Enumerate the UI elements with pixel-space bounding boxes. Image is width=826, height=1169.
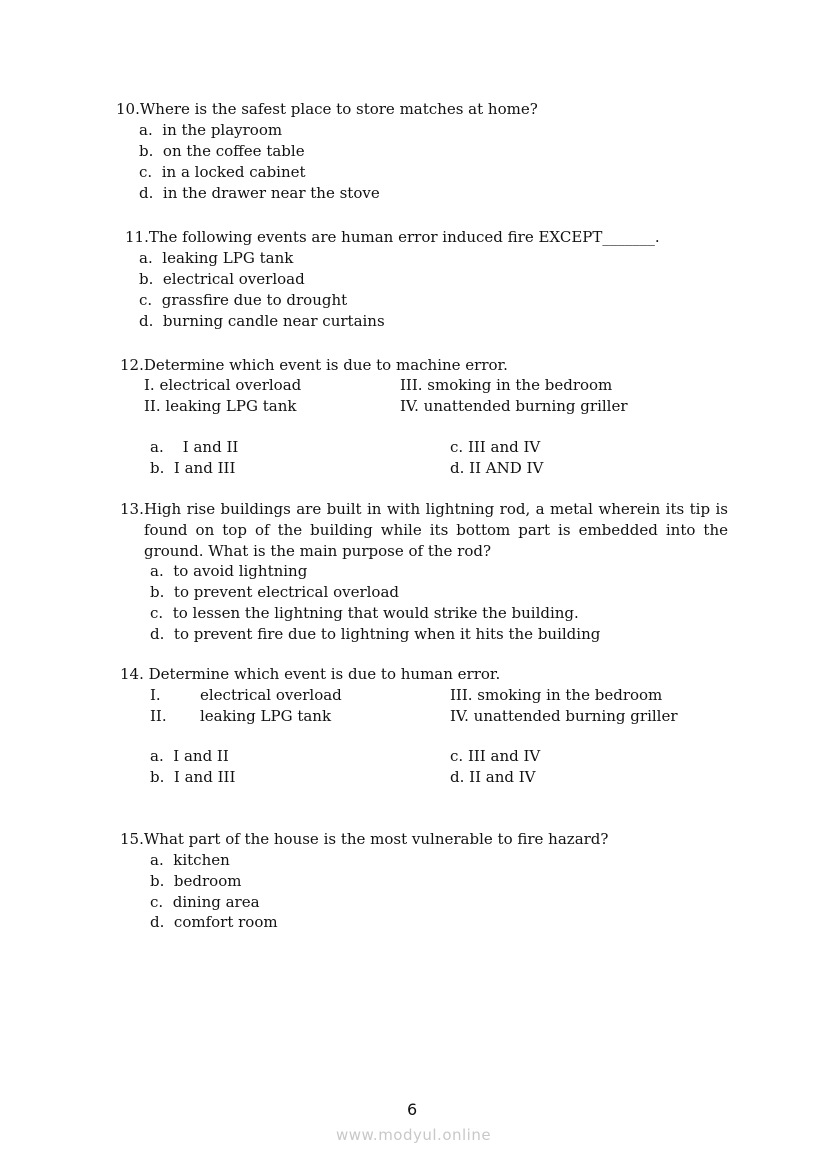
question-number: 12. bbox=[120, 356, 144, 374]
option-c: c. dining area bbox=[150, 893, 260, 911]
question-text: Determine which event is due to machine error. bbox=[143, 356, 508, 374]
option-b: b. electrical overload bbox=[139, 270, 305, 288]
question-14-stem bbox=[120, 664, 500, 684]
item-iv: IV. unattended burning griller bbox=[400, 397, 628, 415]
option-b: b. I and III bbox=[150, 459, 236, 477]
option-c: c. to lessen the lightning that would strike the building. bbox=[150, 604, 579, 622]
option-b: b. on the coffee table bbox=[139, 142, 305, 160]
question-number: 14. bbox=[120, 665, 144, 683]
question-text: The following events are human error induced fire EXCEPT_______. bbox=[148, 228, 660, 246]
item-ii-text: leaking LPG tank bbox=[200, 707, 332, 725]
question-number: 15. bbox=[120, 830, 144, 848]
question-text: Determine which event is due to human error. bbox=[148, 665, 501, 683]
item-i-text: electrical overload bbox=[200, 686, 342, 704]
item-ii-numeral: II. bbox=[150, 707, 167, 725]
option-d: d. in the drawer near the stove bbox=[139, 184, 380, 202]
item-iii: III. smoking in the bedroom bbox=[450, 686, 663, 704]
option-b: b. I and III bbox=[150, 768, 236, 786]
item-iii: III. smoking in the bedroom bbox=[400, 376, 613, 394]
option-a: a. kitchen bbox=[150, 851, 230, 869]
option-c: c. III and IV bbox=[450, 438, 541, 456]
option-d: d. to prevent fire due to lightning when it hits the building bbox=[150, 625, 601, 643]
question-text: High rise buildings are built in with lightning rod, a metal wherein its tip is found on top of the building while its bottom part is embedded into the ground. What is the main purpose of the rod? bbox=[144, 500, 728, 560]
question-10-stem bbox=[116, 99, 538, 119]
watermark: www.modyul.online bbox=[336, 1126, 492, 1144]
option-c: c. III and IV bbox=[450, 747, 541, 765]
option-c: c. grassfire due to drought bbox=[139, 291, 348, 309]
question-text: Where is the safest place to store matches at home? bbox=[139, 100, 538, 118]
question-15-stem bbox=[120, 829, 608, 849]
question-text: What part of the house is the most vulnerable to fire hazard? bbox=[143, 830, 609, 848]
option-a: a. to avoid lightning bbox=[150, 562, 308, 580]
question-number: 13. bbox=[120, 500, 144, 518]
item-iv: IV. unattended burning griller bbox=[450, 707, 678, 725]
option-d: d. burning candle near curtains bbox=[139, 312, 385, 330]
item-i: I. electrical overload bbox=[144, 376, 302, 394]
item-i-numeral: I. bbox=[150, 686, 161, 704]
question-number: 11. bbox=[125, 228, 149, 246]
option-d: d. II and IV bbox=[450, 768, 536, 786]
question-number: 10. bbox=[116, 100, 140, 118]
question-11-stem bbox=[125, 227, 660, 247]
option-c: c. in a locked cabinet bbox=[139, 163, 306, 181]
option-a: a. in the playroom bbox=[139, 121, 283, 139]
page-number: 6 bbox=[407, 1100, 418, 1119]
item-ii: II. leaking LPG tank bbox=[144, 397, 297, 415]
option-b: b. bedroom bbox=[150, 872, 242, 890]
option-d: d. II AND IV bbox=[450, 459, 544, 477]
option-b: b. to prevent electrical overload bbox=[150, 583, 399, 601]
option-a: a. I and II bbox=[150, 438, 239, 456]
option-a: a. leaking LPG tank bbox=[139, 249, 294, 267]
option-d: d. comfort room bbox=[150, 913, 278, 931]
option-a: a. I and II bbox=[150, 747, 229, 765]
question-12-stem bbox=[120, 355, 508, 375]
